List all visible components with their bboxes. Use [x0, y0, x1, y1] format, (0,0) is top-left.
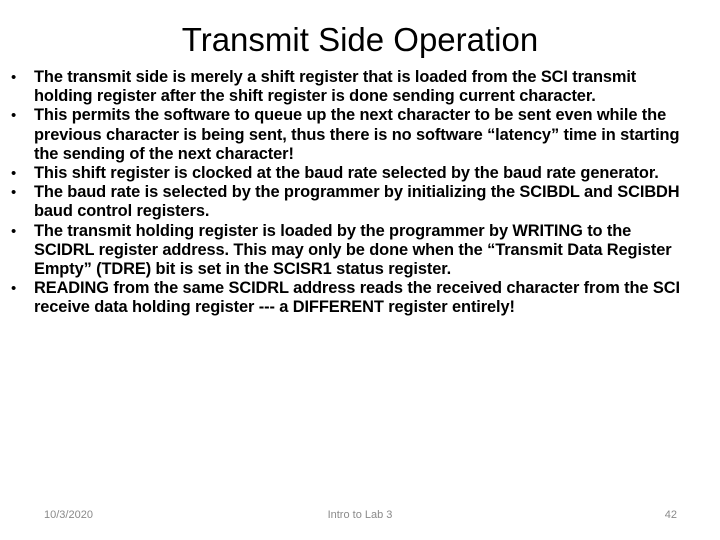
bullet-icon: •	[11, 69, 17, 86]
bullet-list	[11, 68, 691, 318]
bullet-icon: •	[11, 165, 17, 183]
bullet-icon: •	[11, 280, 17, 298]
bullet-item	[11, 183, 691, 221]
footer-title: Intro to Lab 3	[327, 509, 393, 521]
bullet-icon: •	[11, 222, 17, 240]
bullet-text: The transmit holding register is loaded by the programmer by WRITING to the SCIDRL register address. This may only be done when the “Transmit Data Register Empty” (TDRE) bit is set in the SCISR1 status register.	[34, 221, 672, 279]
bullet-text: READING from the same SCIDRL address reads the received character from the SCI receive data holding register --- a DIFFERENT register entirely!	[34, 279, 680, 317]
bullet-text: The transmit side is merely a shift register that is loaded from the SCI transmit holding register after the shift register is done sending current character.	[34, 68, 637, 106]
bullet-item	[11, 68, 691, 106]
slide-title: Transmit Side Operation	[181, 21, 539, 58]
footer-date: 10/3/2020	[44, 509, 93, 521]
bullet-item	[11, 222, 691, 280]
bullet-text: This permits the software to queue up the next character to be sent even while the previous character is being sent, thus there is no software “latency” time in starting the sending of the next character!	[34, 106, 680, 163]
bullet-text: This shift register is clocked at the baud rate selected by the baud rate generator.	[34, 164, 659, 183]
bullet-item	[11, 279, 691, 317]
bullet-icon: •	[11, 107, 17, 125]
bullet-icon: •	[11, 184, 17, 202]
bullet-text: The baud rate is selected by the programmer by initializing the SCIBDL and SCIBDH baud control registers.	[34, 183, 680, 221]
bullet-item	[11, 164, 691, 183]
bullet-item	[11, 106, 691, 164]
page-number: 42	[664, 509, 677, 521]
